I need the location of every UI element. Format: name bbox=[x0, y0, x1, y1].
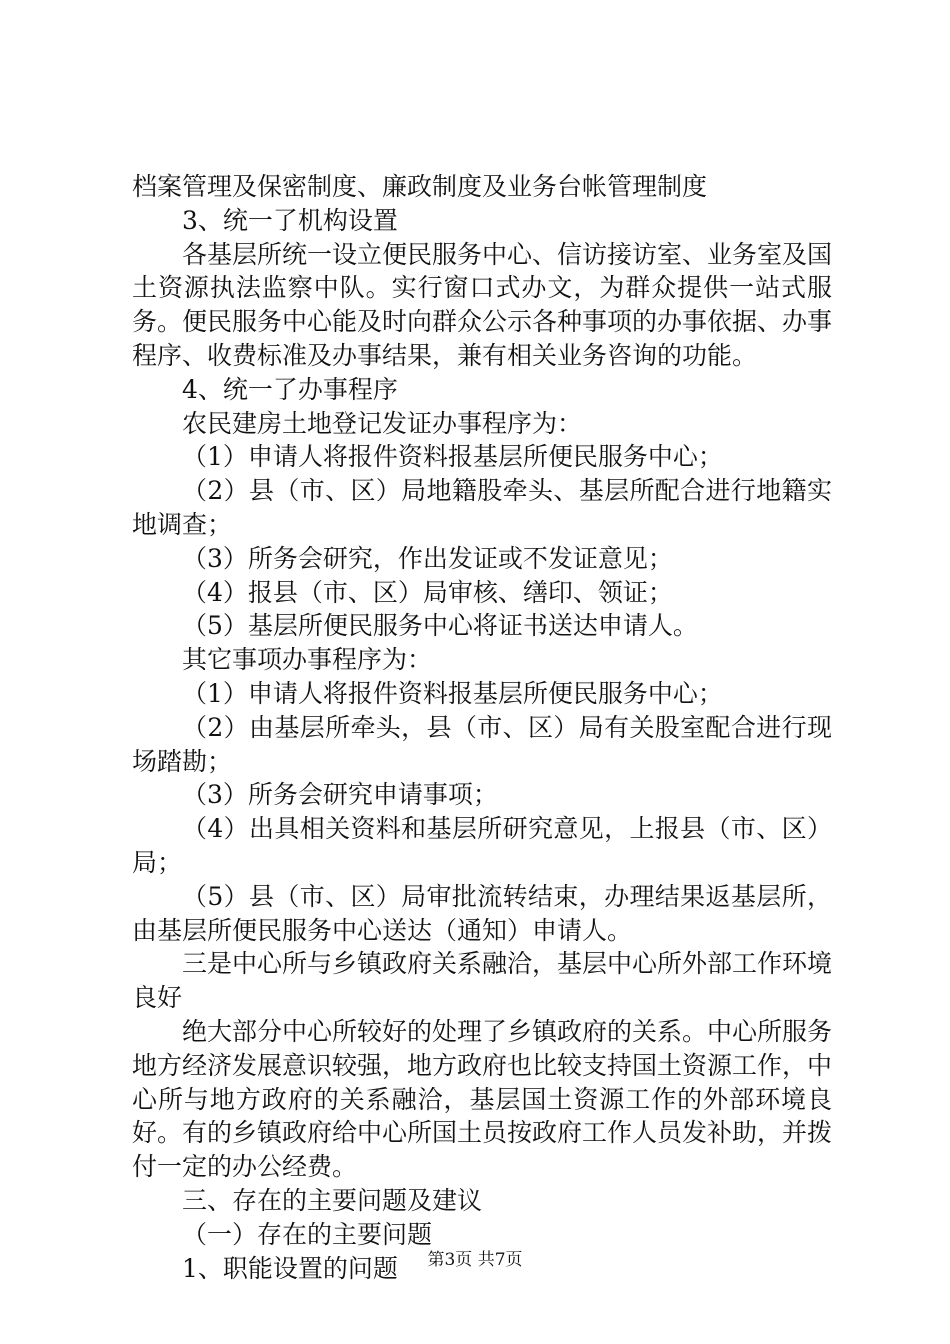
paragraph: 绝大部分中心所较好的处理了乡镇政府的关系。中心所服务地方经济发展意识较强，地方政府也比较支持国土资源工作，中心所与地方政府的关系融洽，基层国土资源工作的外部环境良好。有的乡镇政府给中心所国土员按政府工作人员发补助，并拨付一定的办公经费。 bbox=[132, 1016, 833, 1182]
list-item: （2）由基层所牵头，县（市、区）局有关股室配合进行现场踏勘； bbox=[132, 712, 832, 776]
list-item: （4）报县（市、区）局审核、缮印、领证； bbox=[182, 577, 673, 607]
list-item: （3）所务会研究，作出发证或不发证意见； bbox=[182, 543, 673, 573]
list-item: （5）县（市、区）局审批流转结束，办理结果返基层所，由基层所便民服务中心送达（通知）申请人。 bbox=[132, 881, 832, 945]
section-heading: 3、统一了机构设置 bbox=[182, 205, 398, 235]
paragraph: 档案管理及保密制度、廉政制度及业务台帐管理制度 bbox=[132, 172, 708, 201]
section-heading: 4、统一了办事程序 bbox=[182, 374, 398, 404]
list-item: （1）申请人将报件资料报基层所便民服务中心； bbox=[182, 678, 723, 708]
paragraph: 三是中心所与乡镇政府关系融洽，基层中心所外部工作环境良好 bbox=[132, 949, 833, 1013]
list-item: （2）县（市、区）局地籍股牵头、基层所配合进行地籍实地调查； bbox=[132, 476, 832, 539]
paragraph: 农民建房土地登记发证办事程序为： bbox=[182, 408, 583, 438]
section-heading: 1、职能设置的问题 bbox=[182, 1253, 398, 1283]
document-body bbox=[132, 170, 832, 1285]
page-number: 第3页 共7页 bbox=[427, 1250, 523, 1270]
section-heading: （一）存在的主要问题 bbox=[182, 1219, 433, 1249]
paragraph: 各基层所统一设立便民服务中心、信访接访室、业务室及国土资源执法监察中队。实行窗口式办文，为群众提供一站式服务。便民服务中心能及时向群众公示各种事项的办事依据、办事程序、收费标准及办事结果，兼有相关业务咨询的功能。 bbox=[132, 239, 833, 370]
list-item: （1）申请人将报件资料报基层所便民服务中心； bbox=[182, 442, 723, 472]
list-item: （5）基层所便民服务中心将证书送达申请人。 bbox=[182, 611, 698, 641]
page-footer bbox=[0, 1245, 950, 1270]
list-item: （3）所务会研究申请事项； bbox=[182, 780, 498, 810]
paragraph: 其它事项办事程序为： bbox=[182, 645, 433, 675]
list-item: （4）出具相关资料和基层所研究意见，上报县（市、区）局； bbox=[132, 814, 832, 877]
section-heading: 三、存在的主要问题及建议 bbox=[182, 1185, 483, 1215]
